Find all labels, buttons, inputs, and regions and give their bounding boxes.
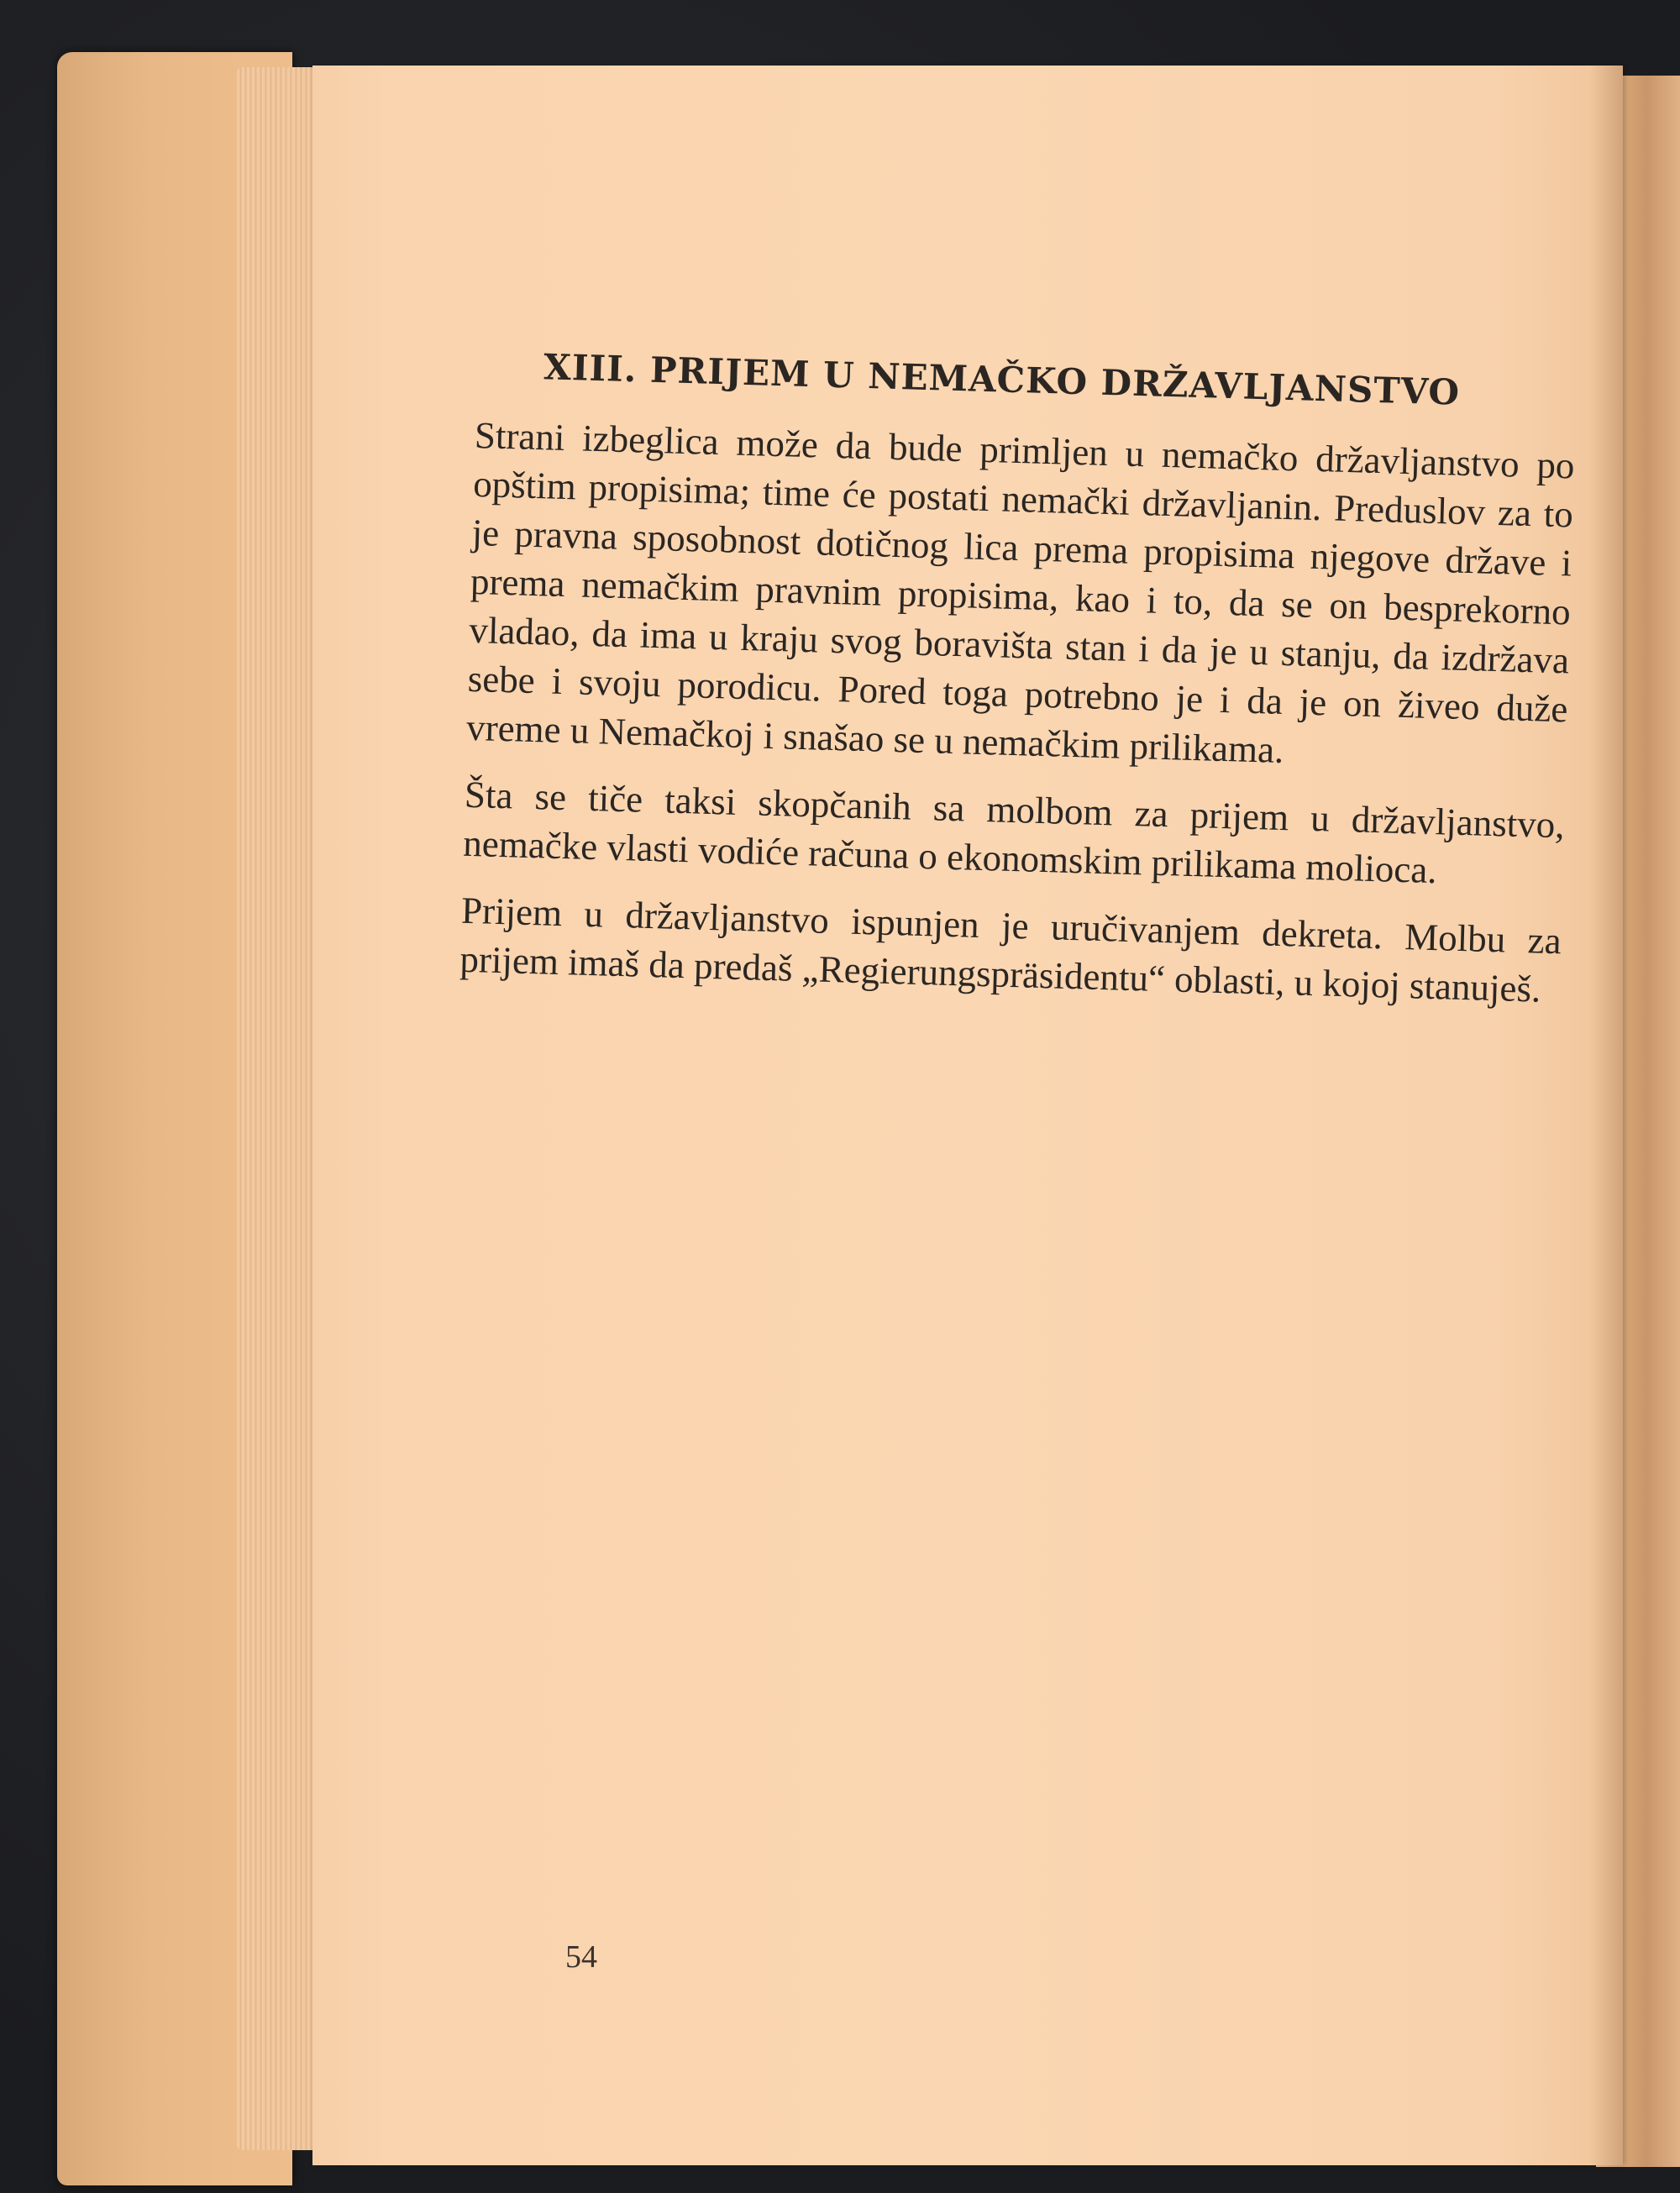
paragraph-2: Šta se tiče taksi skopčanih sa molbom za prijem u državljanstvo, nemačke vlasti vodiće računa o ekonomskim prilikama molioca. (462, 773, 1566, 892)
page-content (459, 344, 1577, 1032)
paragraph-3: Prijem u državljanstvo ispunjen je uručivanjem dekreta. Molbu za prijem imaš da predaš „Regierungspräsidentu“ oblasti, u kojoj stanuješ. (459, 889, 1562, 1010)
paragraph-1: Strani izbeglica može da bude primljen u nemačko državljanstvo po opštim propisima; time će postati nemački državljanin. Preduslov za to je pravna sposobnost dotičnog lica prema propisima njegove države i prema nemačkim pravnim propisima, kao i to, da se on besprekorno vladao, da ima u kraju svog boravišta stan i da je u stanju, da izdržava sebe i svoju porodicu. Pored toga potrebno je i da je on živeo duže vreme u Nemačkoj i snašao se u nemačkim prilikama. (465, 413, 1576, 771)
chapter-title: XIII. PRIJEM U NEMAČKO DRŽAVLJANSTVO (543, 346, 1461, 413)
page-number: 54 (565, 1939, 597, 1975)
